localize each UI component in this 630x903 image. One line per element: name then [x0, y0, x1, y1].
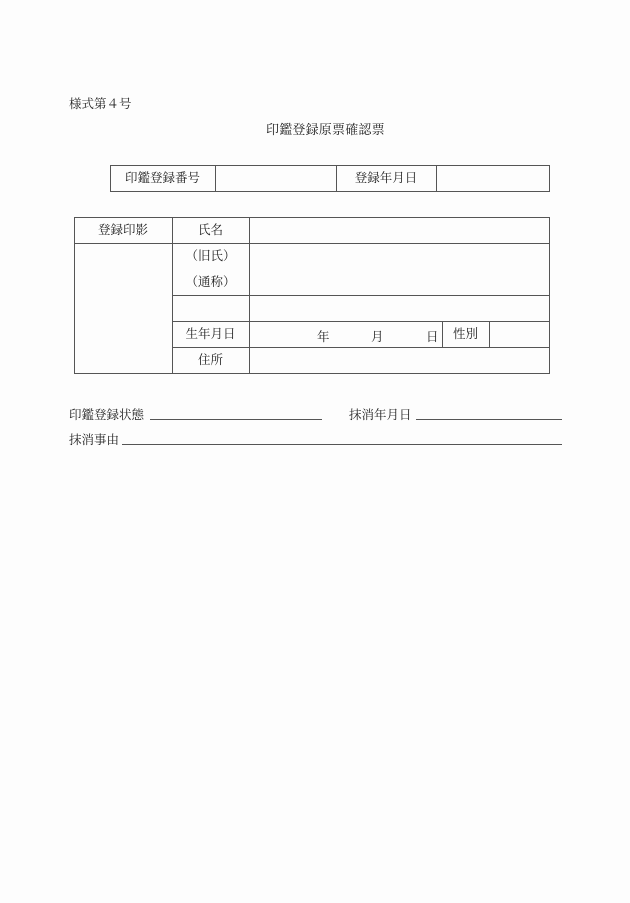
- underline: [122, 444, 562, 445]
- birthdate-label: 生年月日: [185, 326, 236, 341]
- document-title: 印鑑登録原票確認票: [266, 123, 385, 138]
- birthdate-field[interactable]: [250, 321, 442, 347]
- table-border: [74, 373, 550, 374]
- table-border: [549, 217, 550, 374]
- alias-label: （通称）: [185, 274, 236, 289]
- cancel-date-field[interactable]: [416, 405, 562, 419]
- underline: [416, 419, 562, 420]
- registration-date-label: 登録年月日: [354, 170, 418, 185]
- gender-label: 性別: [452, 326, 478, 341]
- table-border: [215, 165, 216, 192]
- underline: [150, 419, 322, 420]
- name-label: 氏名: [197, 222, 223, 237]
- year-unit: 年: [317, 329, 330, 344]
- cancel-date-label: 抹消年月日: [349, 407, 412, 422]
- table-border: [172, 295, 550, 296]
- registration-number-label: 印鑑登録番号: [124, 170, 200, 185]
- month-unit: 月: [371, 329, 384, 344]
- seal-status-field[interactable]: [150, 405, 322, 419]
- table-border: [489, 321, 490, 348]
- cancel-reason-field[interactable]: [122, 430, 562, 444]
- table-border: [549, 165, 550, 192]
- seal-status-label: 印鑑登録状態: [69, 407, 145, 422]
- day-unit: 日: [426, 329, 439, 344]
- table-border: [249, 217, 250, 374]
- form-number: 様式第４号: [69, 96, 132, 111]
- seal-impression-area: [75, 244, 172, 373]
- former-name-alias-field[interactable]: [250, 243, 549, 295]
- table-border: [110, 191, 550, 192]
- cancel-reason-label: 抹消事由: [69, 432, 120, 447]
- address-label: 住所: [197, 352, 223, 367]
- former-name-label: （旧氏）: [185, 248, 236, 263]
- seal-impression-label: 登録印影: [97, 222, 148, 237]
- table-border: [436, 165, 437, 192]
